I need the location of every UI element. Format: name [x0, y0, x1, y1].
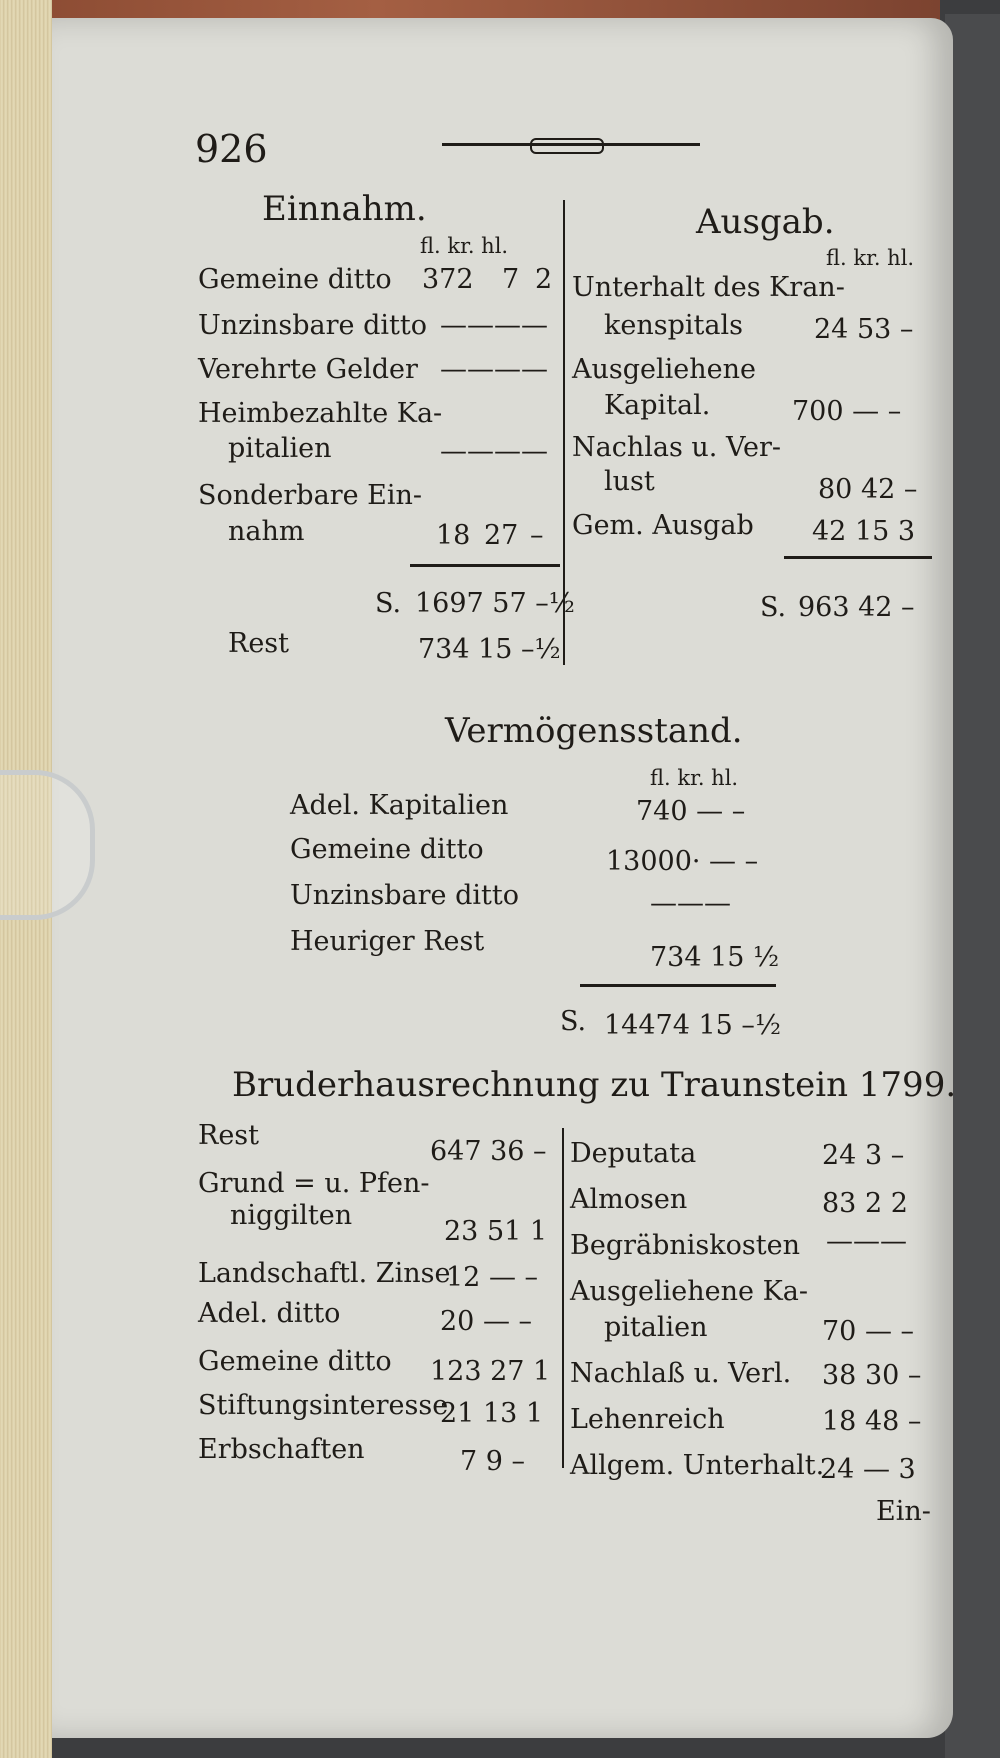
bruderhaus-right-label: Deputata	[570, 1138, 697, 1169]
ausgab-row-label: Nachlas u. Ver-	[572, 432, 781, 463]
paper-clip	[0, 770, 95, 920]
vermoegen-row-values: 13000· — –	[606, 846, 759, 877]
ausgab-row-label-cont: kenspitals	[604, 310, 743, 341]
bruderhaus-right-label: Almosen	[570, 1184, 688, 1215]
vermoegen-row-values: ———	[650, 888, 731, 919]
bruderhaus-right-label: Begräbniskosten	[570, 1230, 800, 1261]
column-divider	[562, 1128, 564, 1468]
ausgab-row-values: 42 15 3	[812, 516, 916, 547]
ausgab-row-label: Unterhalt des Kran-	[572, 272, 845, 303]
ausgab-sum: 963 42 –	[798, 592, 915, 623]
einnahm-row-fl: 372	[422, 264, 474, 295]
vermoegen-row-label: Adel. Kapitalien	[290, 790, 509, 821]
vermoegen-row-values: 734 15 ½	[650, 942, 780, 973]
vermoegen-heading: Vermögensstand.	[445, 711, 743, 751]
bruderhaus-left-values: 12 — –	[446, 1262, 539, 1293]
bruderhaus-right-label: Lehenreich	[570, 1404, 725, 1435]
ausgab-sum-label: S.	[760, 592, 787, 623]
bruderhaus-left-values: 20 — –	[440, 1306, 533, 1337]
bruderhaus-right-label-cont: pitalien	[604, 1312, 708, 1343]
bruderhaus-right-values: ———	[826, 1226, 907, 1257]
bruderhaus-left-label: Adel. ditto	[198, 1298, 341, 1329]
bruderhaus-left-label: Landschaftl. Zinse	[198, 1258, 451, 1289]
einnahm-row-kr: 27	[484, 520, 519, 551]
bruderhaus-right-label: Allgem. Unterhalt.	[570, 1450, 825, 1481]
ausgab-row-values: 24 53 –	[814, 314, 914, 345]
einnahm-rest: 734 15 –½	[418, 634, 561, 665]
header-ornament-center	[530, 138, 604, 154]
bruderhaus-right-values: 83 2 2	[822, 1188, 908, 1219]
einnahm-row-label: Unzinsbare ditto	[198, 310, 427, 341]
book-background	[945, 14, 1000, 1758]
bruderhaus-right-values: 18 48 –	[822, 1406, 922, 1437]
ausgab-row-label-cont: lust	[604, 466, 655, 497]
vermoegen-column-header: fl. kr. hl.	[650, 766, 739, 790]
ausgab-row-values: 80 42 –	[818, 474, 918, 505]
bruderhaus-right-label: Ausgeliehene Ka-	[570, 1276, 808, 1307]
bruderhaus-left-label: Rest	[198, 1120, 260, 1151]
vermoegen-row-label: Gemeine ditto	[290, 834, 484, 865]
bruderhaus-right-values: 24 — 3	[820, 1454, 916, 1485]
vermoegen-row-label: Unzinsbare ditto	[290, 880, 519, 911]
einnahm-column-header: fl. kr. hl.	[420, 234, 509, 258]
einnahm-row-kr: 7	[502, 264, 520, 295]
catchword: Ein-	[876, 1496, 931, 1527]
einnahm-sum: 1697 57 –½	[415, 588, 575, 619]
einnahm-sum-rule	[410, 564, 560, 567]
bruderhaus-left-values: 21 13 1	[440, 1398, 544, 1429]
bruderhaus-left-values: 123 27 1	[430, 1356, 551, 1387]
page-number: 926	[195, 127, 268, 171]
bruderhaus-left-values: 647 36 –	[430, 1136, 547, 1167]
ausgab-row-label-cont: Kapital.	[604, 390, 711, 421]
bruderhaus-right-values: 38 30 –	[822, 1360, 922, 1391]
einnahm-row-label: Heimbezahlte Ka-	[198, 398, 443, 429]
bruderhaus-left-label-cont: niggilten	[230, 1200, 353, 1231]
bruderhaus-left-label: Stiftungsinteresse	[198, 1390, 449, 1421]
einnahm-sum-label: S.	[375, 588, 402, 619]
ausgab-column-header: fl. kr. hl.	[826, 246, 915, 270]
einnahm-row-label: Sonderbare Ein-	[198, 480, 423, 511]
bruderhaus-left-values: 23 51 1	[444, 1216, 548, 1247]
ausgab-row-label: Gem. Ausgab	[572, 510, 754, 541]
einnahm-row-label-cont: pitalien	[228, 433, 332, 464]
bruderhaus-left-label: Grund = u. Pfen-	[198, 1168, 430, 1199]
vermoegen-sum-rule	[580, 984, 776, 987]
bruderhaus-left-values: 7 9 –	[460, 1446, 526, 1477]
vermoegen-row-values: 740 — –	[636, 796, 746, 827]
bruderhaus-right-label: Nachlaß u. Verl.	[570, 1358, 792, 1389]
einnahm-row-label: Verehrte Gelder	[198, 354, 418, 385]
ausgab-heading: Ausgab.	[696, 202, 835, 242]
ausgab-row-values: 700 — –	[792, 396, 902, 427]
vermoegen-row-label: Heuriger Rest	[290, 926, 485, 957]
einnahm-row-hl: –	[530, 520, 544, 551]
bruderhaus-left-label: Erbschaften	[198, 1434, 365, 1465]
einnahm-rest-label: Rest	[228, 628, 290, 659]
bruderhaus-right-values: 24 3 –	[822, 1140, 905, 1171]
einnahm-row-dash: ————	[440, 436, 548, 467]
einnahm-row-hl: 2	[535, 264, 553, 295]
einnahm-row-label-cont: nahm	[228, 516, 305, 547]
bruderhaus-heading: Bruderhausrechnung zu Traunstein 1799.	[232, 1065, 957, 1105]
bruderhaus-right-values: 70 — –	[822, 1316, 915, 1347]
einnahm-row-fl: 18	[436, 520, 471, 551]
einnahm-row-label: Gemeine ditto	[198, 264, 392, 295]
einnahm-row-dash: ————	[440, 310, 548, 341]
einnahm-heading: Einnahm.	[262, 189, 427, 229]
ausgab-row-label: Ausgeliehene	[572, 354, 756, 385]
ausgab-sum-rule	[784, 556, 932, 559]
vermoegen-sum: 14474 15 –½	[604, 1010, 782, 1041]
vermoegen-sum-label: S.	[560, 1006, 587, 1037]
bruderhaus-left-label: Gemeine ditto	[198, 1346, 392, 1377]
einnahm-row-dash: ————	[440, 354, 548, 385]
